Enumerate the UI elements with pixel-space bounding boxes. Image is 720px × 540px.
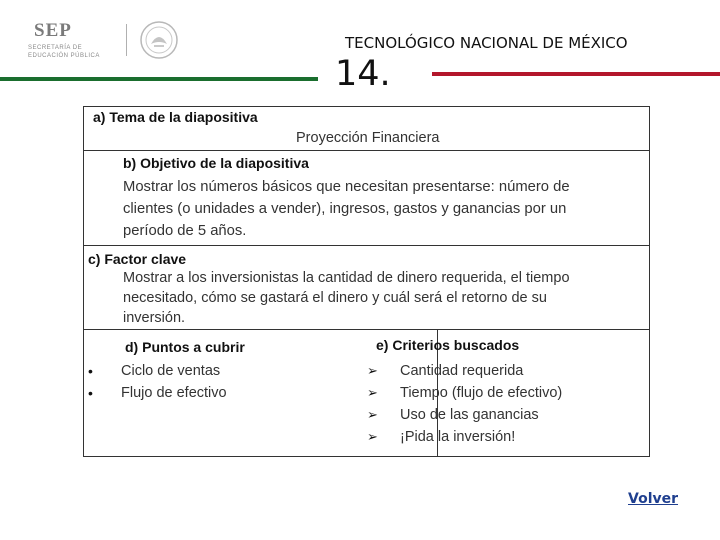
list-item: • Ciclo de ventas (88, 360, 227, 382)
list-item: ➢ Cantidad requerida (367, 360, 562, 382)
list-item: ➢ ¡Pida la inversión! (367, 426, 562, 448)
points-list (88, 360, 227, 404)
section-topic-box (83, 106, 650, 151)
back-link[interactable]: Volver (628, 491, 679, 507)
section-points-label: d) Puntos a cubrir (125, 339, 245, 355)
sep-logo-text: SEP (34, 20, 72, 41)
sep-logo (22, 18, 192, 62)
list-item: ➢ Tiempo (flujo de efectivo) (367, 382, 562, 404)
national-seal-icon (137, 20, 181, 60)
criteria-list (367, 360, 562, 448)
section-topic-text: Proyección Financiera (296, 130, 440, 146)
red-accent-bar (432, 72, 720, 76)
list-item: ➢ Uso de las ganancias (367, 404, 562, 426)
logo-divider (126, 24, 127, 56)
section-criteria-label: e) Criterios buscados (376, 337, 520, 353)
section-points-criteria-box (83, 329, 650, 457)
section-objective-line: clientes (o unidades a vender), ingresos, gastos y ganancias por un (123, 201, 567, 217)
section-objective-box (83, 150, 650, 246)
section-key-factor-line: necesitado, cómo se gastará el dinero y cuál será el retorno de su (123, 290, 547, 306)
section-key-factor-label: c) Factor clave (88, 251, 187, 267)
green-accent-bar (0, 77, 318, 81)
section-key-factor-box (83, 245, 650, 330)
section-topic-label: a) Tema de la diapositiva (93, 109, 258, 125)
list-item: • Flujo de efectivo (88, 382, 227, 404)
section-objective-line: período de 5 años. (123, 223, 247, 239)
section-key-factor-line: inversión. (123, 310, 186, 326)
section-objective-label: b) Objetivo de la diapositiva (123, 155, 309, 171)
section-objective-line: Mostrar los números básicos que necesitan presentarse: número de (123, 179, 570, 195)
sep-logo-line1: SECRETARÍA DE (28, 45, 83, 51)
institution-title: TECNOLÓGICO NACIONAL DE MÉXICO (345, 34, 628, 52)
sep-logo-line2: EDUCACIÓN PÚBLICA (28, 53, 100, 59)
slide-number: 14. (335, 54, 391, 94)
section-key-factor-line: Mostrar a los inversionistas la cantidad de dinero requerida, el tiempo (123, 270, 570, 286)
